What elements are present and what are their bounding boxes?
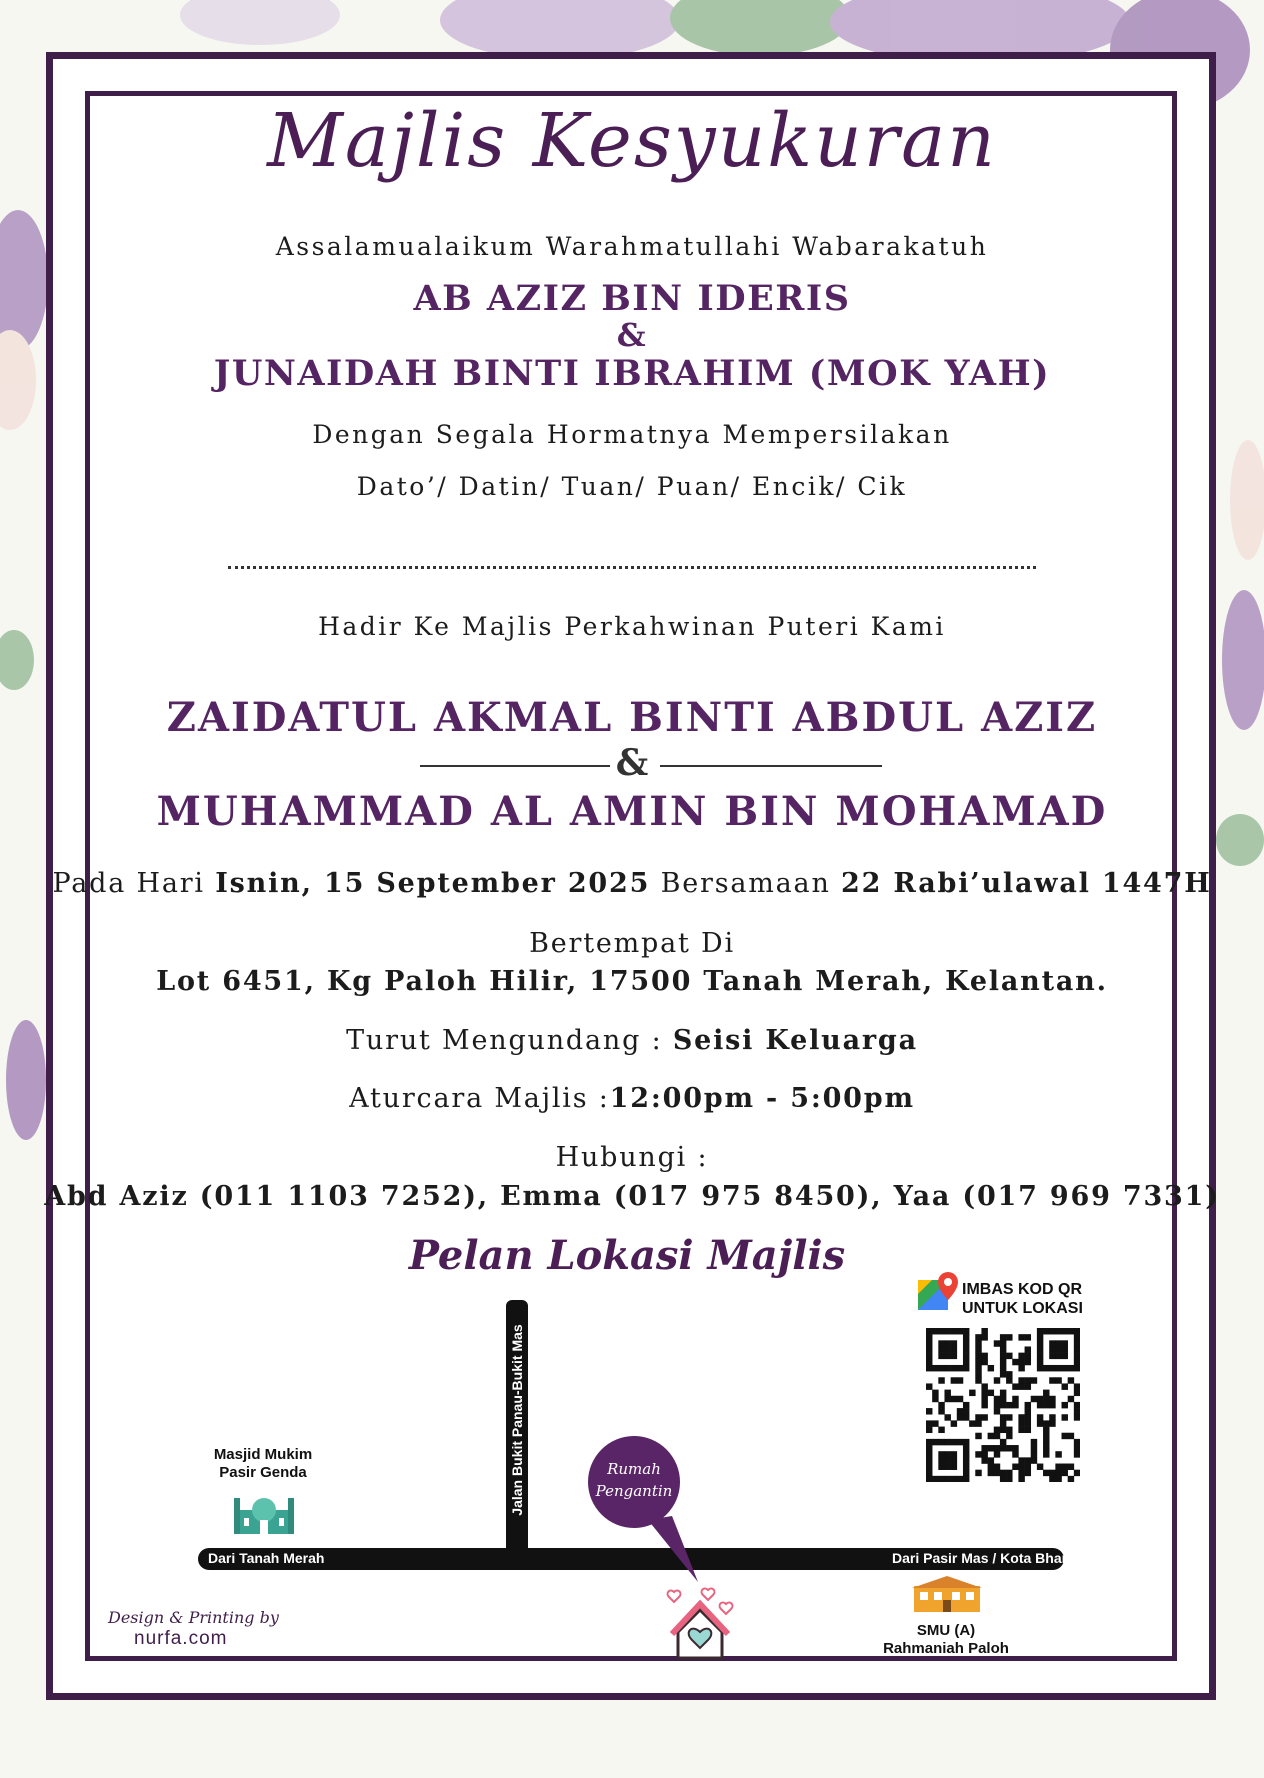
road-left-label: Dari Tanah Merah (208, 1550, 325, 1566)
date-prefix: Pada Hari (52, 868, 216, 899)
host-father: AB AZIZ BIN IDERIS (413, 278, 851, 319)
bride-home-label-line-1: Rumah (607, 1460, 661, 1478)
qr-label (962, 1280, 1083, 1318)
venue-label: Bertempat Di (529, 928, 735, 959)
co-host: Seisi Keluarga (672, 1025, 918, 1056)
credit-line-2: nurfa.com (134, 1628, 228, 1649)
bride-home-label-line-2: Pengantin (595, 1482, 673, 1500)
date-hijri: 22 Rabi’ulawal 1447H (841, 868, 1212, 899)
mosque-icon (232, 1492, 296, 1534)
venue-address: Lot 6451, Kg Paloh Hilir, 17500 Tanah Merah, Kelantan. (156, 966, 1108, 997)
invitation-title: Majlis Kesyukuran (267, 98, 997, 184)
contact-label: Hubungi : (555, 1142, 709, 1173)
school-label-line-2: Rahmaniah Paloh (883, 1640, 1009, 1657)
google-maps-icon (918, 1272, 958, 1316)
schedule-label: Aturcara Majlis : (349, 1083, 610, 1114)
couple-ampersand: & (615, 742, 649, 784)
mosque-label-line-1: Masjid Mukim (213, 1446, 313, 1463)
road-right-label: Dari Pasir Mas / Kota Bharu (892, 1550, 1076, 1566)
qr-label-line-2: UNTUK LOKASI (962, 1300, 1083, 1317)
qr-label-line-1: IMBAS KOD QR (962, 1281, 1082, 1298)
map-title: Pelan Lokasi Majlis (408, 1232, 846, 1279)
qr-code[interactable] (926, 1328, 1080, 1482)
date-day: Isnin, 15 September 2025 (215, 868, 651, 899)
invite-line-2: Dato’/ Datin/ Tuan/ Puan/ Encik/ Cik (356, 472, 908, 501)
host-mother: JUNAIDAH BINTI IBRAHIM (MOK YAH) (213, 353, 1051, 394)
invite-line-1: Dengan Segala Hormatnya Mempersilakan (312, 420, 952, 449)
date-mid: Bersamaan (650, 868, 842, 899)
school-icon (912, 1576, 982, 1612)
contact-numbers: Abd Aziz (011 1103 7252), Emma (017 975 8450), Yaa (017 969 7331) (44, 1181, 1220, 1212)
groom-name: MUHAMMAD AL AMIN BIN MOHAMAD (156, 788, 1108, 835)
road-vertical-label: Jalan Bukit Panau-Bukit Mas (509, 1324, 525, 1516)
bride-home-label (588, 1458, 680, 1502)
school-label (876, 1622, 1016, 1658)
credit-line-1: Design & Printing by (108, 1608, 279, 1627)
mosque-label-line-2: Pasir Genda (219, 1464, 307, 1481)
mosque-label (200, 1446, 326, 1482)
host-ampersand: & (616, 316, 648, 354)
bride-name: ZAIDATUL AKMAL BINTI ABDUL AZIZ (166, 694, 1098, 741)
greeting: Assalamualaikum Warahmatullahi Wabarakatuh (275, 232, 989, 261)
co-host-label: Turut Mengundang : (346, 1025, 673, 1056)
schedule-time: 12:00pm - 5:00pm (609, 1083, 915, 1114)
school-label-line-1: SMU (A) (916, 1622, 976, 1639)
attend-line: Hadir Ke Majlis Perkahwinan Puteri Kami (318, 612, 946, 641)
